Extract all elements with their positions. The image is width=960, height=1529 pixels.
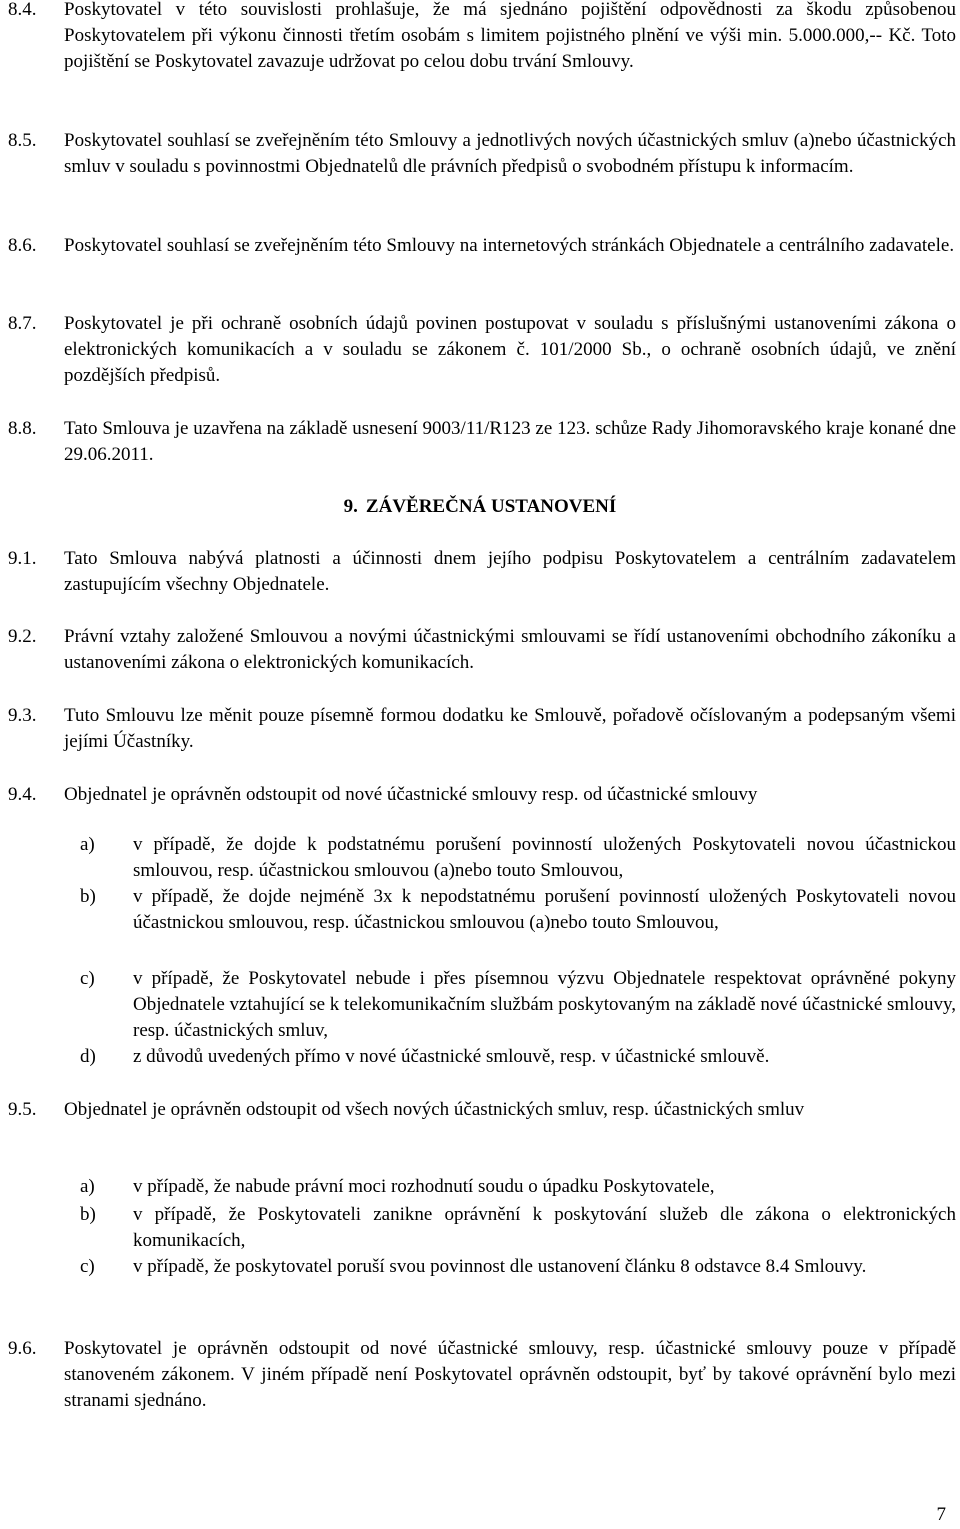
- section-number: 9.2.: [8, 626, 37, 647]
- list-item-text: v případě, že Poskytovatel nebude i přes písemnou výzvu Objednatele respektovat oprávněné pokyny Objednatele vztahující se k telekomunikačním službám poskytovaným na základě nové účastnické smlouvy, resp. účastnických smluv,: [133, 968, 956, 1041]
- section-number: 9.3.: [8, 705, 37, 726]
- section-text: Poskytovatel souhlasí se zveřejněním této Smlouvy na internetových stránkách Objednatele a centrálního zadavatele.: [64, 235, 955, 256]
- list-item: [80, 884, 956, 936]
- list-item-label: b): [80, 1204, 96, 1225]
- section-text: Tuto Smlouvu lze měnit pouze písemně formou dodatku ke Smlouvě, pořadově očíslovaným a podepsaným všemi jejími Účastníky.: [64, 705, 956, 752]
- list-item-text: v případě, že nabude právní moci rozhodnutí soudu o úpadku Poskytovatele,: [133, 1176, 715, 1197]
- list-item: [80, 1254, 956, 1280]
- list-item-label: a): [80, 834, 95, 855]
- heading-number: 9.: [343, 496, 358, 517]
- section-8-8: [8, 416, 956, 468]
- section-text: Poskytovatel je při ochraně osobních údajů povinen postupovat v souladu s příslušnými ustanoveními zákona o elektronických komunikacích a v souladu se zákonem č. 101/2000 Sb., o ochraně osobních údajů, ve znění pozdějších předpisů.: [64, 313, 956, 386]
- section-number: 9.4.: [8, 784, 37, 805]
- list-item-label: c): [80, 968, 95, 989]
- section-text: Poskytovatel je oprávněn odstoupit od nové účastnické smlouvy, resp. účastnické smlouvy pouze v případě stanoveném zákonem. V jiném případě není Poskytovatel oprávněn odstoupit, byť by takové oprávnění bylo mezi stranami sjednáno.: [64, 1338, 956, 1411]
- section-9-3: [8, 703, 956, 755]
- list-item-text: v případě, že dojde k podstatnému porušení povinností uložených Poskytovateli novou účastnickou smlouvou, resp. účastnickou smlouvou (a)nebo touto Smlouvou,: [133, 834, 956, 881]
- section-9-4: [8, 782, 956, 808]
- section-number: 8.6.: [8, 235, 37, 256]
- section-8-4: [8, 0, 956, 75]
- section-text: Poskytovatel souhlasí se zveřejněním této Smlouvy a jednotlivých nových účastnických smluv (a)nebo účastnických smluv v souladu s povinnostmi Objednatelů dle právních předpisů o svobodném přístupu k informacím.: [64, 130, 956, 177]
- list-item-label: d): [80, 1046, 96, 1067]
- section-number: 8.4.: [8, 0, 37, 20]
- section-9-2: [8, 624, 956, 676]
- section-text: Poskytovatel v této souvislosti prohlašuje, že má sjednáno pojištění odpovědnosti za škodu způsobenou Poskytovatelem při výkonu činnosti třetím osobám s limitem pojistného plnění ve výši min. 5.000.000,-- Kč. Toto pojištění se Poskytovatel zavazuje udržovat po celou dobu trvání Smlouvy.: [64, 0, 956, 72]
- section-heading-9: [0, 494, 960, 520]
- list-item-text: v případě, že poskytovatel poruší svou povinnost dle ustanovení článku 8 odstavce 8.4 Smlouvy.: [133, 1256, 867, 1277]
- section-9-1: [8, 546, 956, 598]
- list-item-text: v případě, že Poskytovateli zanikne oprávnění k poskytování služeb dle zákona o elektronických komunikacích,: [133, 1204, 956, 1251]
- section-text: Tato Smlouva nabývá platnosti a účinnosti dnem jejího podpisu Poskytovatelem a centrálním zadavatelem zastupujícím všechny Objednatele.: [64, 548, 956, 595]
- section-number: 9.1.: [8, 548, 37, 569]
- list-item-label: c): [80, 1256, 95, 1277]
- section-number: 8.8.: [8, 418, 37, 439]
- section-text: Tato Smlouva je uzavřena na základě usnesení 9003/11/R123 ze 123. schůze Rady Jihomoravského kraje konané dne 29.06.2011.: [64, 418, 956, 465]
- section-number: 9.5.: [8, 1099, 37, 1120]
- list-item-text: v případě, že dojde nejméně 3x k nepodstatnému porušení povinností uložených Poskytovateli novou účastnickou smlouvou, resp. účastnickou smlouvou (a)nebo touto Smlouvou,: [133, 886, 956, 933]
- list-item-label: b): [80, 886, 96, 907]
- list-item: [80, 832, 956, 884]
- section-9-5: [8, 1097, 956, 1123]
- list-item: [80, 1044, 956, 1070]
- section-8-5: [8, 128, 956, 180]
- section-8-6: [8, 233, 956, 259]
- heading-title: ZÁVĚREČNÁ USTANOVENÍ: [365, 496, 617, 517]
- list-item-label: a): [80, 1176, 95, 1197]
- section-number: 8.7.: [8, 313, 37, 334]
- list-item: [80, 966, 956, 1044]
- list-item: [80, 1202, 956, 1254]
- page-number: 7: [936, 1504, 946, 1525]
- section-number: 8.5.: [8, 130, 37, 151]
- section-text: Objednatel je oprávněn odstoupit od všech nových účastnických smluv, resp. účastnických smluv: [64, 1099, 805, 1120]
- list-item: [80, 1174, 956, 1200]
- section-text: Objednatel je oprávněn odstoupit od nové účastnické smlouvy resp. od účastnické smlouvy: [64, 784, 758, 805]
- section-9-6: [8, 1336, 956, 1414]
- section-number: 9.6.: [8, 1338, 37, 1359]
- section-text: Právní vztahy založené Smlouvou a novými účastnickými smlouvami se řídí ustanoveními obchodního zákoníku a ustanoveními zákona o elektronických komunikacích.: [64, 626, 956, 673]
- section-8-7: [8, 311, 956, 389]
- list-item-text: z důvodů uvedených přímo v nové účastnické smlouvě, resp. v účastnické smlouvě.: [133, 1046, 770, 1067]
